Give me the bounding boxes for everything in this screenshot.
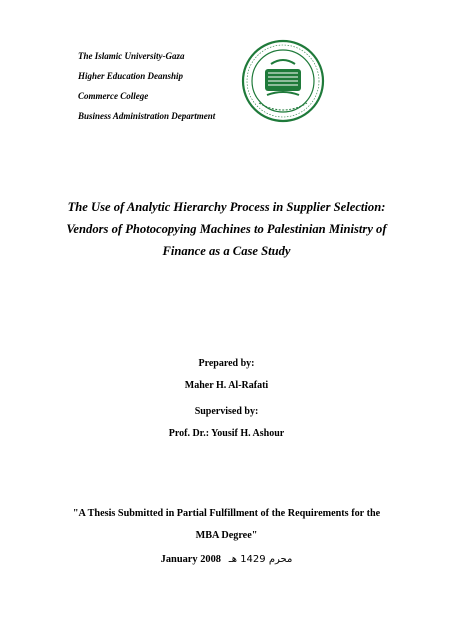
college-name: Commerce College xyxy=(78,91,149,101)
supervised-by-label: Supervised by: xyxy=(194,406,259,417)
thesis-title-line-3: Finance as a Case Study xyxy=(162,244,291,258)
thesis-title-line-1: The Use of Analytic Hierarchy Process in Supplier Selection: xyxy=(67,200,386,214)
thesis-statement xyxy=(0,503,453,547)
thesis-title xyxy=(40,196,413,262)
deanship-name: Higher Education Deanship xyxy=(78,71,184,81)
submission-date xyxy=(0,549,453,571)
supervised-by-block xyxy=(0,401,453,445)
university-name: The Islamic University-Gaza xyxy=(78,51,185,61)
hijri-date: محرم 1429 هـ xyxy=(228,554,293,565)
thesis-statement-line-1: "A Thesis Submitted in Partial Fulfillment of the Requirements for the xyxy=(72,508,381,519)
thesis-statement-line-2: MBA Degree" xyxy=(195,530,258,541)
department-name: Business Administration Department xyxy=(78,111,216,121)
thesis-title-line-2: Vendors of Photocopying Machines to Palestinian Ministry of xyxy=(66,222,387,236)
supervisor-name: Prof. Dr.: Yousif H. Ashour xyxy=(168,428,285,439)
prepared-by-label: Prepared by: xyxy=(198,358,255,369)
prepared-by-block xyxy=(0,353,453,397)
islamic-university-seal-icon xyxy=(241,39,325,123)
gregorian-date: January 2008 xyxy=(160,554,221,565)
author-name: Maher H. Al-Rafati xyxy=(184,380,269,391)
